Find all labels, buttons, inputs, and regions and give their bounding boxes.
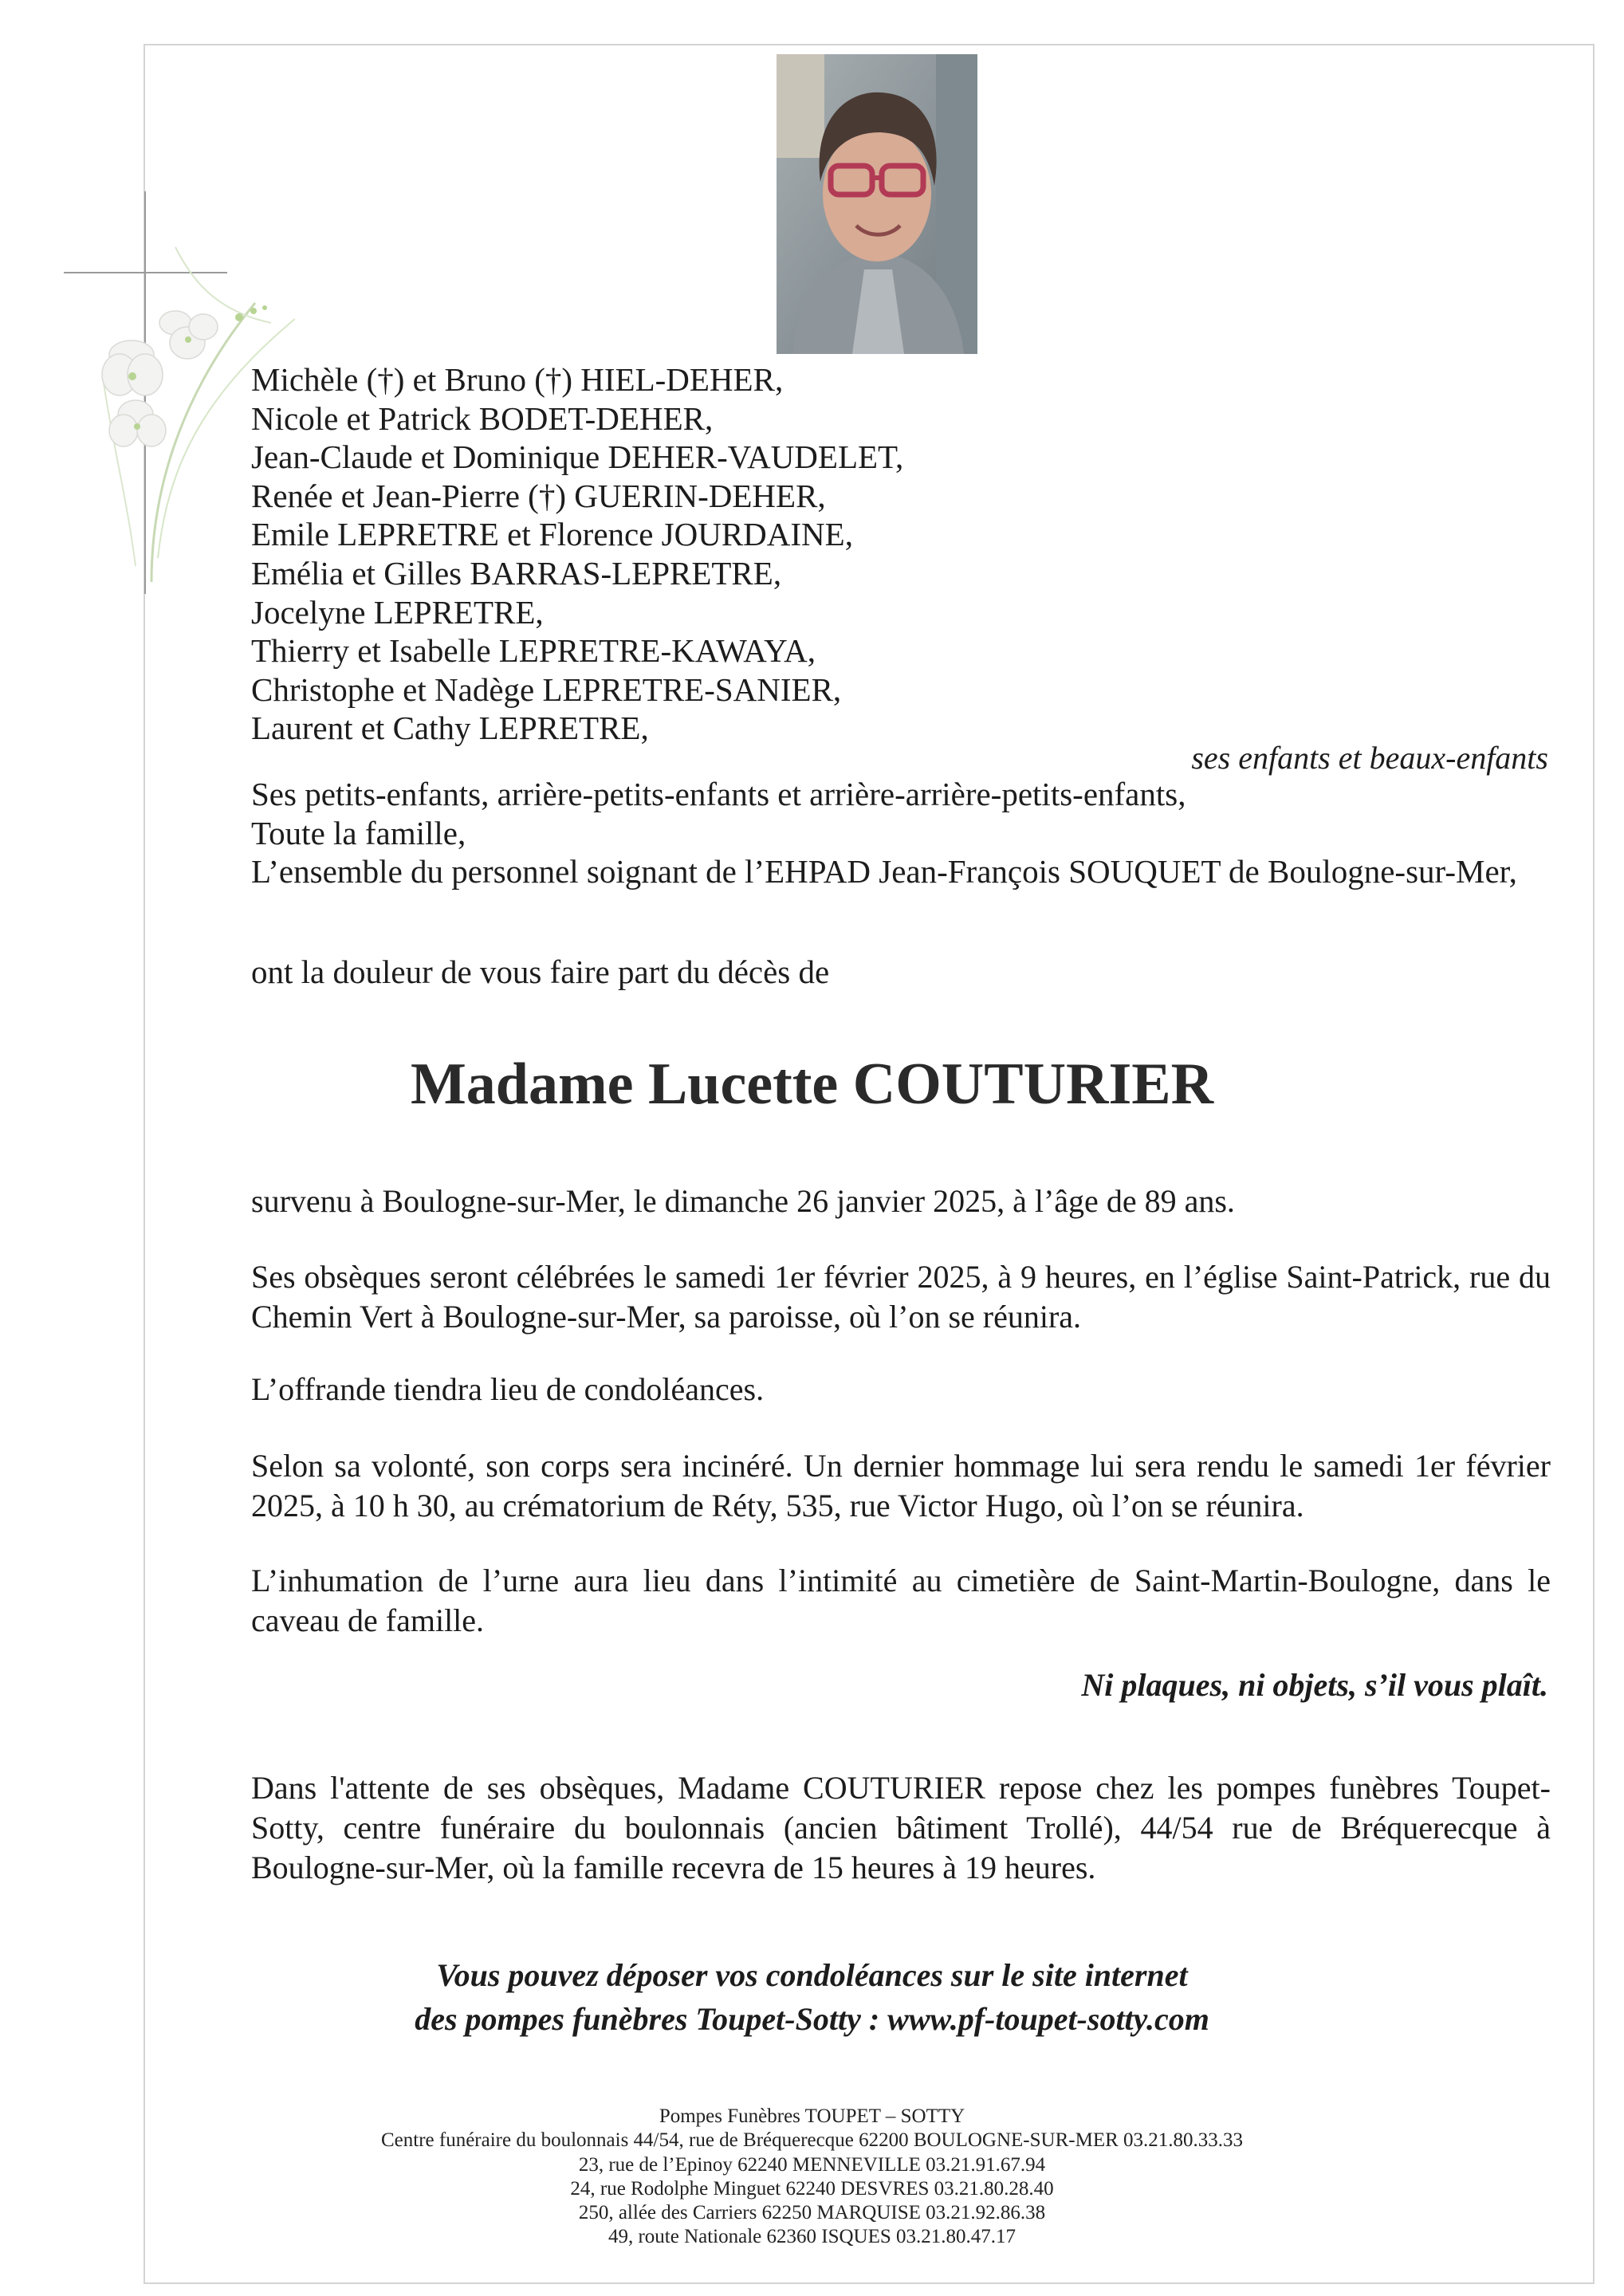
- footer-line: 23, rue de l’Epinoy 62240 MENNEVILLE 03.21.91.67.94: [578, 2153, 1046, 2176]
- announcement-intro: ont la douleur de vous faire part du décès de: [251, 953, 830, 990]
- family-line: Thierry et Isabelle LEPRETRE-KAWAYA,: [251, 632, 816, 670]
- family-line: Renée et Jean-Pierre (†) GUERIN-DEHER,: [251, 477, 826, 514]
- family-line: Jocelyne LEPRETRE,: [251, 593, 544, 631]
- visitation-details: Dans l'attente de ses obsèques, Madame COUTURIER repose chez les pompes funèbres Toupet-Sotty, centre funéraire du boulonnais (ancien bâtiment Trollé), 44/54 rue de Bréquerecque à Boulogne-sur-Mer, où la famille recevra de 15 heures à 19 heures.: [251, 1770, 1551, 1885]
- portrait-photo: [777, 54, 977, 354]
- family-line: Laurent et Cathy LEPRETRE,: [251, 710, 649, 747]
- family-list: [251, 360, 1559, 748]
- death-details: survenu à Boulogne-sur-Mer, le dimanche 26 janvier 2025, à l’âge de 89 ans.: [251, 1183, 1235, 1219]
- other-family-list: [251, 775, 1575, 891]
- condolences-website: [0, 1953, 1624, 2041]
- other-family-line: L’ensemble du personnel soignant de l’EHPAD Jean-François SOUQUET de Boulogne-sur-Mer,: [251, 853, 1517, 890]
- website-line: Vous pouvez déposer vos condoléances sur le site internet: [436, 1957, 1188, 1993]
- family-line: Emile LEPRETRE et Florence JOURDAINE,: [251, 516, 853, 553]
- footer-line: 49, route Nationale 62360 ISQUES 03.21.80.47.17: [608, 2226, 1016, 2248]
- footer-line: 24, rue Rodolphe Minguet 62240 DESVRES 03.21.80.28.40: [570, 2177, 1054, 2200]
- family-line: Nicole et Patrick BODET-DEHER,: [251, 399, 714, 437]
- funeral-home-footer: [0, 2105, 1624, 2250]
- children-tag: ses enfants et beaux-enfants: [1191, 740, 1548, 776]
- family-line: Jean-Claude et Dominique DEHER-VAUDELET,: [251, 438, 904, 476]
- deceased-name: Madame Lucette COUTURIER: [410, 1052, 1214, 1117]
- footer-line: Pompes Funèbres TOUPET – SOTTY: [659, 2105, 965, 2127]
- offering-note: L’offrande tiendra lieu de condoléances.: [251, 1371, 765, 1407]
- cremation-details: Selon sa volonté, son corps sera incinéré. Un dernier hommage lui sera rendu le samedi 1er février 2025, à 10 h 30, au crématorium de Réty, 535, rue Victor Hugo, où l’on se réunira.: [251, 1448, 1551, 1523]
- other-family-line: Ses petits-enfants, arrière-petits-enfants et arrière-arrière-petits-enfants,: [251, 776, 1186, 812]
- family-line: Emélia et Gilles BARRAS-LEPRETRE,: [251, 554, 782, 592]
- family-line: Michèle (†) et Bruno (†) HIEL-DEHER,: [251, 361, 784, 398]
- website-line: des pompes funèbres Toupet-Sotty : www.pf-toupet-sotty.com: [415, 2001, 1209, 2037]
- funeral-details: Ses obsèques seront célébrées le samedi 1er février 2025, à 9 heures, en l’église Saint-Patrick, rue du Chemin Vert à Boulogne-sur-Mer, sa paroisse, où l’on se réunira.: [251, 1259, 1551, 1335]
- family-line: Christophe et Nadège LEPRETRE-SANIER,: [251, 670, 842, 708]
- burial-details: L’inhumation de l’urne aura lieu dans l’intimité au cimetière de Saint-Martin-Boulogne, dans le caveau de famille.: [251, 1563, 1551, 1638]
- footer-line: 250, allée des Carriers 62250 MARQUISE 03.21.92.86.38: [578, 2202, 1046, 2224]
- closing-note: Ni plaques, ni objets, s’il vous plaît.: [1081, 1667, 1548, 1703]
- other-family-line: Toute la famille,: [251, 814, 466, 851]
- footer-line: Centre funéraire du boulonnais 44/54, rue de Bréquerecque 62200 BOULOGNE-SUR-MER 03.21.80.33.33: [380, 2129, 1244, 2152]
